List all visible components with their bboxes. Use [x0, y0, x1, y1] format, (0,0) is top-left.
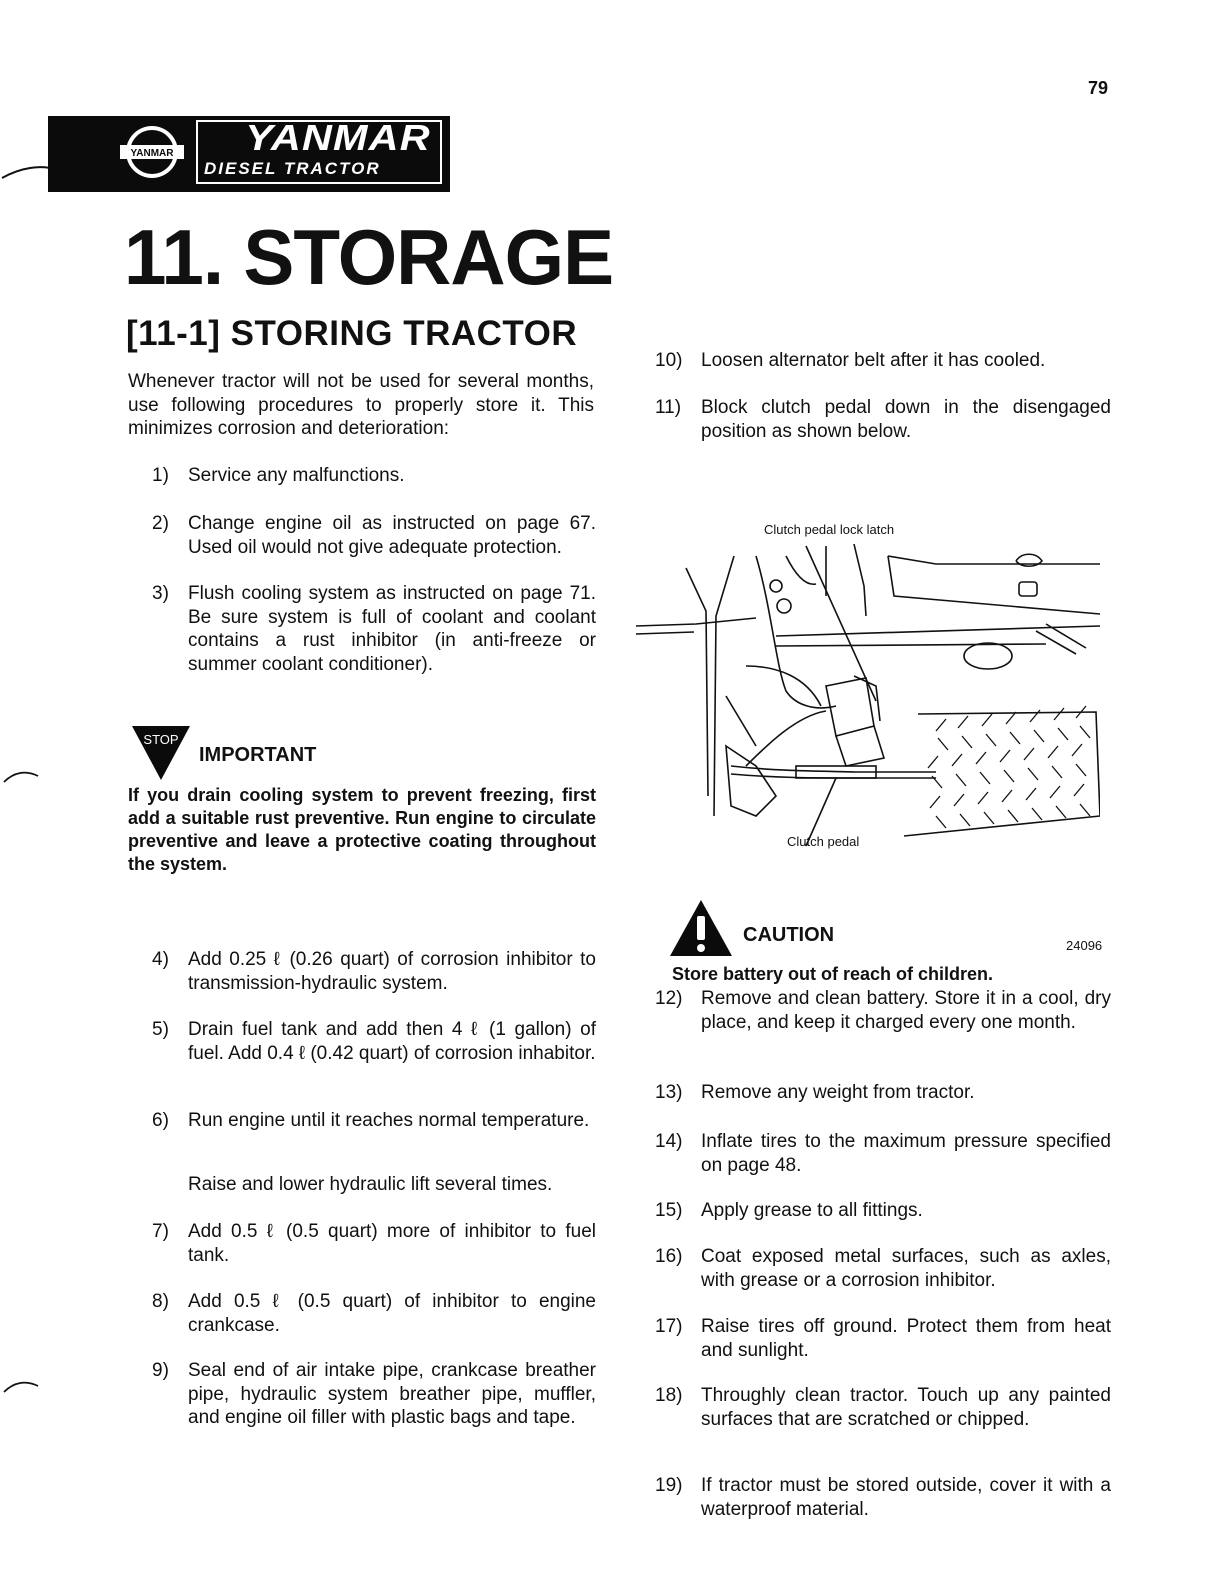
figure-code: 24096: [1066, 938, 1103, 953]
caution-text: Store battery out of reach of children.: [672, 964, 994, 984]
item-number: 2): [152, 513, 169, 534]
caution-label: CAUTION: [743, 924, 835, 946]
item-number: 1): [152, 465, 169, 486]
item-text: Seal end of air intake pipe, crankcase breather pipe, hydraulic system breather pipe, muffler, and engine oil filler with plastic bags and tape.: [188, 1360, 596, 1428]
stop-sign-icon: [130, 722, 192, 782]
item-text: Run engine until it reaches normal temperature.: [188, 1110, 590, 1131]
item-text: Add 0.25 ℓ (0.26 quart) of corrosion inhibitor to transmission-hydraulic system.: [188, 949, 596, 994]
clutch-pedal-illustration: [636, 516, 1100, 856]
item-number: 13): [655, 1082, 683, 1103]
item-text: Inflate tires to the maximum pressure specified on page 48.: [701, 1131, 1111, 1176]
section-number: [11-1]: [126, 314, 221, 353]
item-text: Remove any weight from tractor.: [701, 1082, 975, 1103]
important-label: IMPORTANT: [199, 744, 317, 766]
figure-label-latch: Clutch pedal lock latch: [764, 522, 895, 537]
emblem-text: YANMAR: [130, 148, 174, 159]
item-text: Add 0.5 ℓ (0.5 quart) more of inhibitor to fuel tank.: [188, 1221, 596, 1266]
caution-warning-icon: [668, 898, 734, 958]
item-text: Loosen alternator belt after it has cooled.: [701, 350, 1046, 371]
item-text: Apply grease to all fittings.: [701, 1200, 923, 1221]
item-text: Drain fuel tank and add then 4 ℓ (1 gallon) of fuel. Add 0.4 ℓ (0.42 quart) of corrosion inhabitor.: [188, 1019, 596, 1064]
intro-paragraph: Whenever tractor will not be used for several months, use following procedures to properly store it. This minimizes corrosion and deterioration:: [128, 371, 594, 439]
logo-subtitle: DIESEL TRACTOR: [204, 159, 381, 178]
section-title: [126, 314, 577, 354]
item-text: Flush cooling system as instructed on page 71. Be sure system is full of coolant and coolant contains a rust inhibitor (in anti-freeze or summer coolant conditioner).: [188, 583, 596, 675]
item-number: 14): [655, 1131, 683, 1152]
item-text: Add 0.5 ℓ (0.5 quart) of inhibitor to engine crankcase.: [188, 1291, 596, 1336]
item-number: 10): [655, 350, 683, 371]
item-text: Block clutch pedal down in the disengaged position as shown below.: [701, 397, 1111, 442]
item-text: Remove and clean battery. Store it in a cool, dry place, and keep it charged every one month.: [701, 988, 1111, 1033]
item-number: 3): [152, 583, 169, 604]
item-text: If tractor must be stored outside, cover it with a waterproof material.: [701, 1475, 1111, 1520]
item-number: 18): [655, 1385, 683, 1406]
item-number: 9): [152, 1360, 169, 1381]
stop-sign-text: STOP: [143, 732, 179, 747]
step6-extra: Raise and lower hydraulic lift several times.: [188, 1174, 553, 1195]
item-number: 5): [152, 1019, 169, 1040]
section-heading: STORING TRACTOR: [230, 314, 578, 353]
yanmar-emblem-icon: [112, 122, 192, 182]
margin-mark: [0, 1370, 44, 1400]
item-number: 19): [655, 1475, 683, 1496]
item-number: 16): [655, 1246, 683, 1267]
item-text: Throughly clean tractor. Touch up any painted surfaces that are scratched or chipped.: [701, 1385, 1111, 1430]
item-text: Coat exposed metal surfaces, such as axles, with grease or a corrosion inhibitor.: [701, 1246, 1111, 1291]
important-text: If you drain cooling system to prevent freezing, first add a suitable rust preventive. Run engine to circulate preventive and leave a protective coating throughout the system.: [128, 785, 596, 874]
item-number: 7): [152, 1221, 169, 1242]
item-number: 11): [655, 397, 682, 418]
page-number: 79: [1088, 78, 1109, 98]
item-text: Service any malfunctions.: [188, 465, 405, 486]
chapter-title: 11. STORAGE: [124, 213, 614, 301]
item-number: 6): [152, 1110, 169, 1131]
item-text: Change engine oil as instructed on page 67. Used oil would not give adequate protection.: [188, 513, 596, 558]
item-number: 12): [655, 988, 683, 1009]
logo-brand: YANMAR: [245, 117, 431, 158]
item-text: Raise tires off ground. Protect them from heat and sunlight.: [701, 1316, 1111, 1361]
margin-mark: [0, 760, 44, 790]
item-number: 8): [152, 1291, 169, 1312]
figure-label-pedal: Clutch pedal: [787, 834, 860, 849]
item-number: 4): [152, 949, 169, 970]
item-number: 17): [655, 1316, 683, 1337]
item-number: 15): [655, 1200, 683, 1221]
